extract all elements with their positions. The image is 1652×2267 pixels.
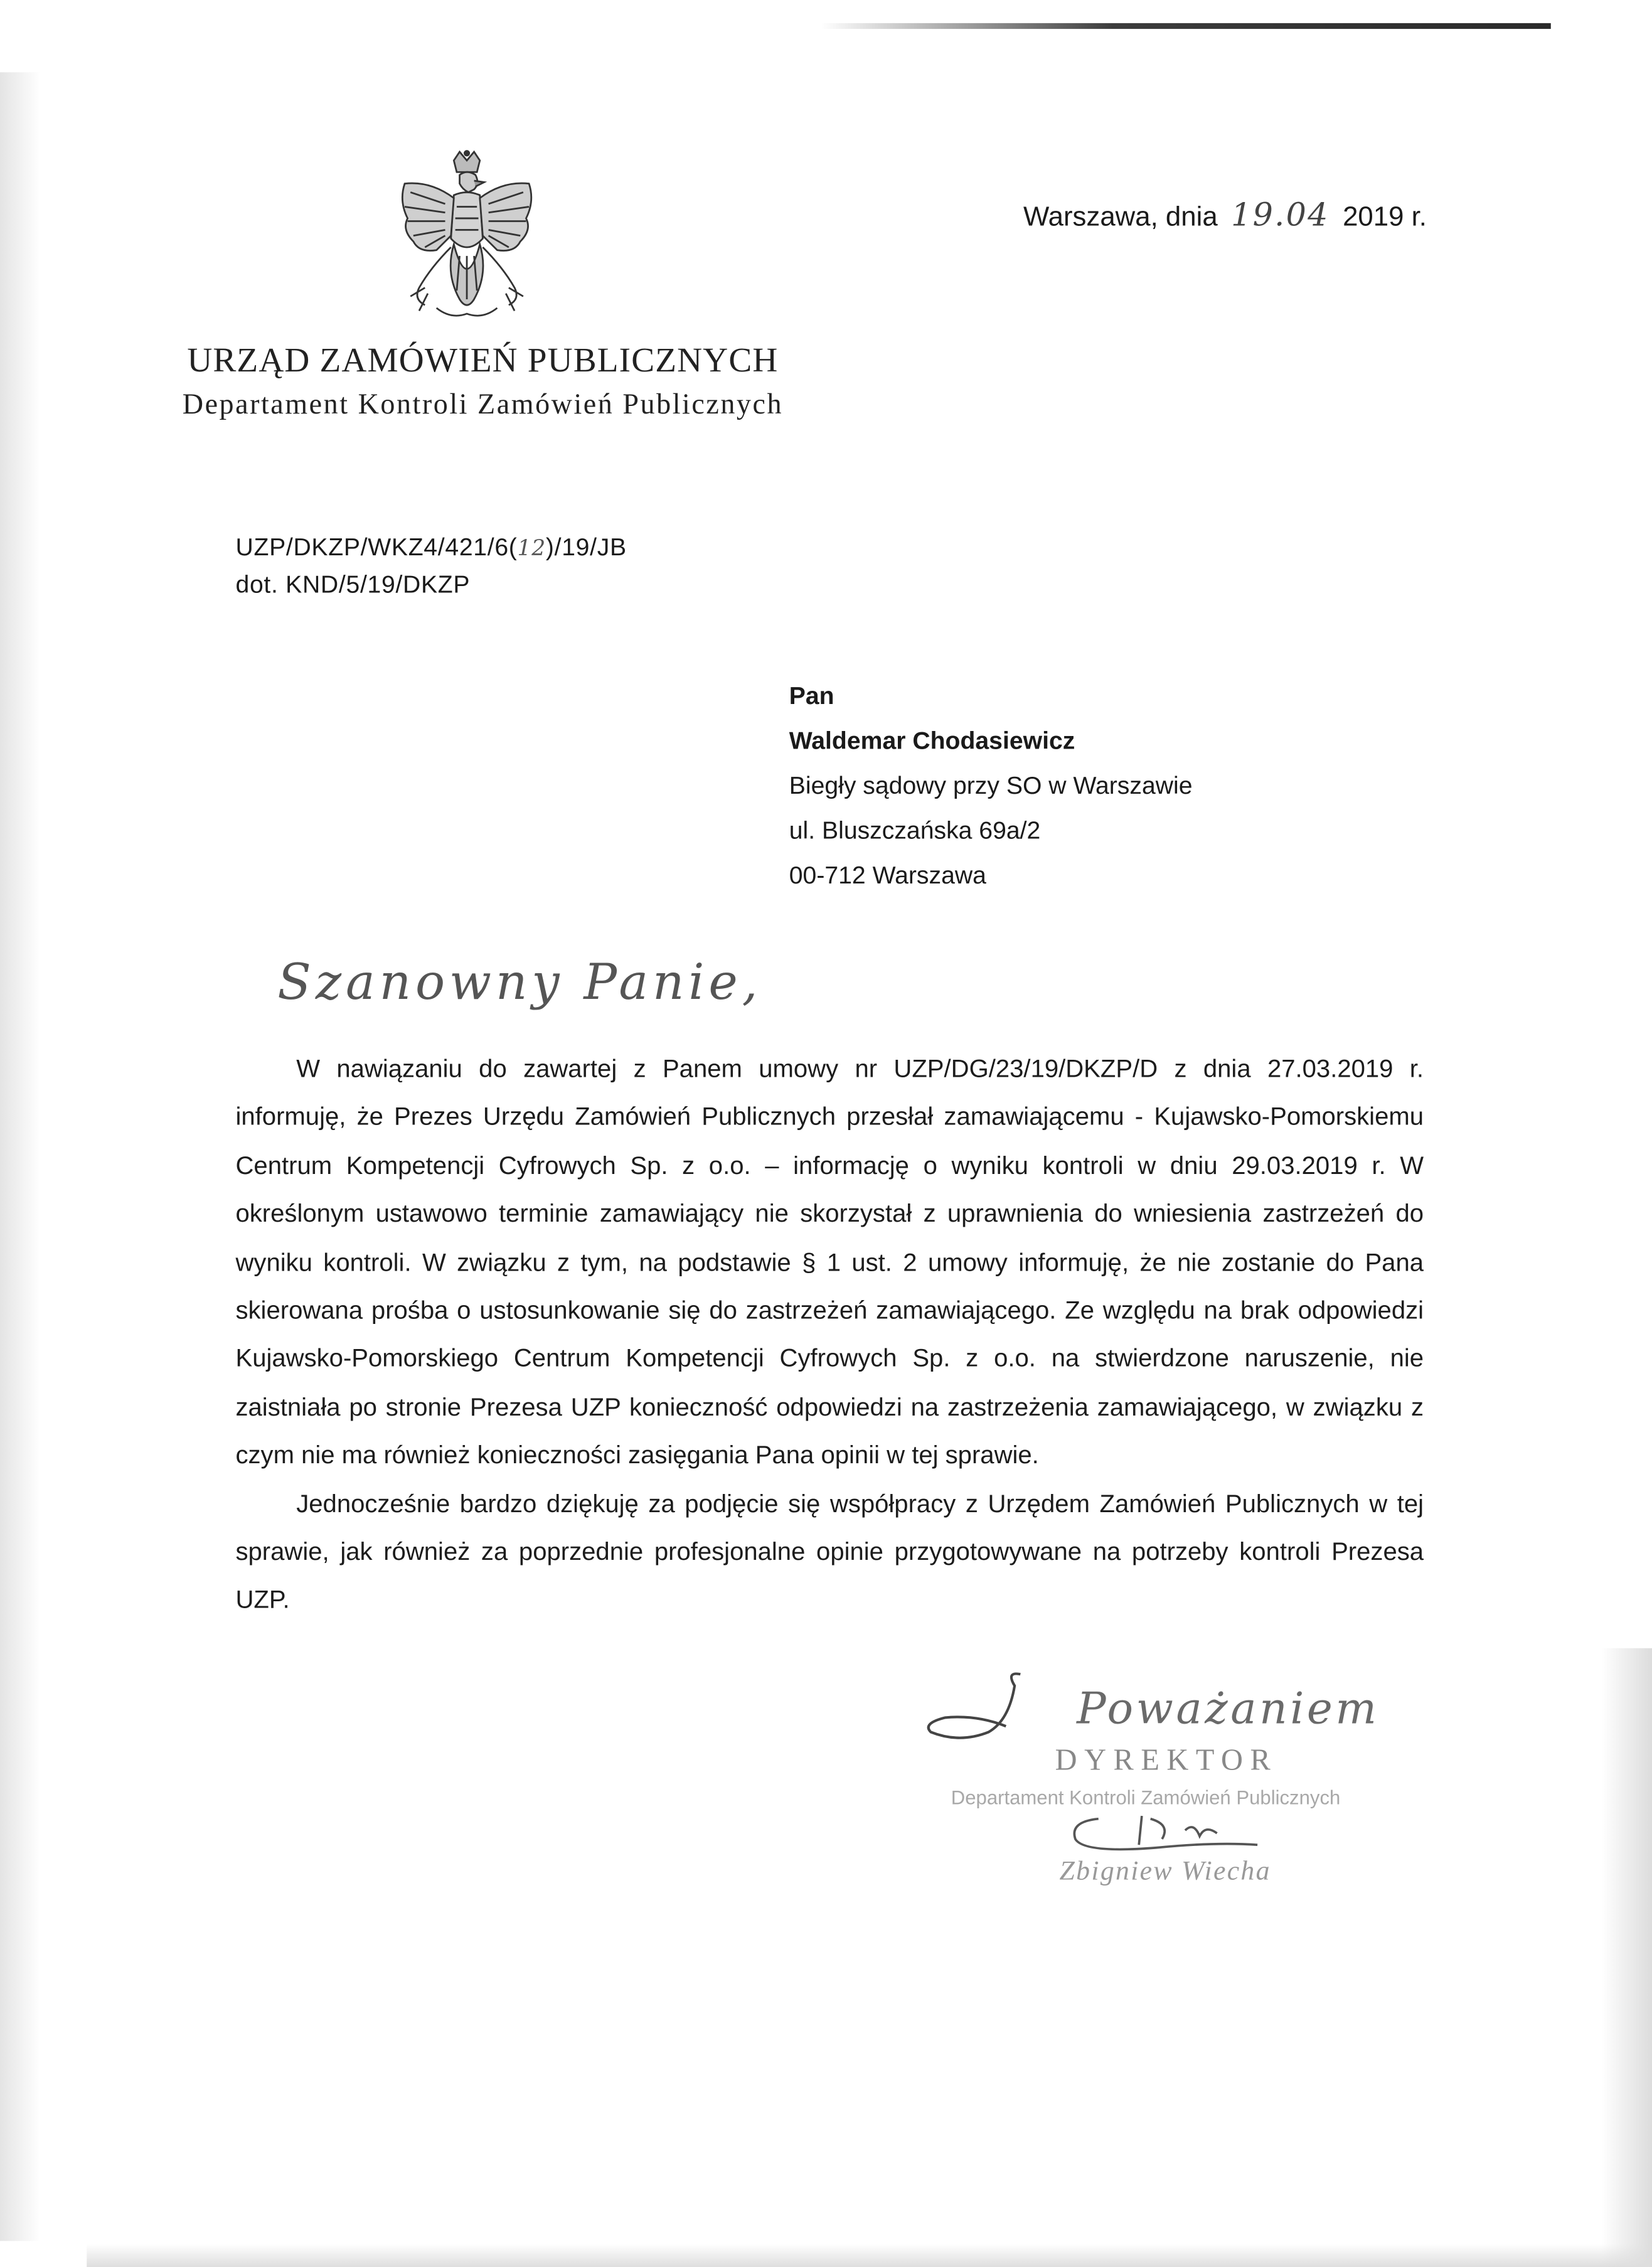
letter-body	[235, 1045, 1424, 1625]
org-department: Departament Kontroli Zamówień Publicznych	[182, 388, 784, 421]
date-suffix: 2019 r.	[1343, 202, 1427, 233]
recipient-salutation: Pan	[789, 682, 834, 710]
signature-suffix: )/19/JB	[545, 533, 627, 562]
recipient-address	[789, 674, 1193, 898]
handwritten-greeting: Szanowny Panie,	[277, 954, 762, 1012]
stamp-name: Zbigniew Wiecha	[1059, 1856, 1271, 1887]
director-signature-icon	[1055, 1810, 1272, 1862]
scan-edge-left	[0, 72, 41, 2241]
scan-edge-bottom	[87, 2244, 1648, 2267]
body-paragraph-1: W nawiązaniu do zawartej z Panem umowy nr UZP/DG/23/19/DKZP/D z dnia 27.03.2019 r. informuję, że Prezes Urzędu Zamówień Publicznych przesłał zamawiającemu - Kujawsko-Pomorskiemu Centrum Kompetencji Cyfrowych Sp. z o.o. – informację o wyniku kontroli w dniu 29.03.2019 r. W określonym ustawowo terminie zamawiający nie skorzystał z uprawnienia do wniesienia zastrzeżeń do wyniku kontroli. W związku z tym, na podstawie § 1 ust. 2 umowy informuję, że nie zostanie do Pana skierowana prośba o ustosunkowanie się do zastrzeżeń zamawiającego. Ze względu na brak odpowiedzi Kujawsko-Pomorskiego Centrum Kompetencji Cyfrowych Sp. z o.o. na stwierdzone naruszenie, nie zaistniała po stronie Prezesa UZP konieczność odpowiedzi na zastrzeżenia zamawiającego, w związku z czym nie ma również konieczności zasięgania Pana opinii w tej sprawie.	[235, 1053, 1424, 1470]
signature-handwritten: 12	[517, 535, 546, 562]
signature-prefix: UZP/DKZP/WKZ4/421/6(	[235, 533, 518, 562]
recipient-city: 00-712 Warszawa	[789, 861, 986, 890]
recipient-street: ul. Bluszczańska 69a/2	[789, 816, 1041, 845]
recipient-name: Waldemar Chodasiewicz	[789, 727, 1075, 755]
recipient-title: Biegły sądowy przy SO w Warszawie	[789, 772, 1193, 800]
org-name: URZĄD ZAMÓWIEŃ PUBLICZNYCH	[187, 343, 779, 381]
date-handwritten: 19.04	[1231, 198, 1330, 235]
stamp-title: DYREKTOR	[1055, 1742, 1278, 1777]
date-prefix: Warszawa, dnia	[1023, 202, 1218, 233]
scan-edge-top	[821, 23, 1550, 29]
regarding-reference: dot. KND/5/19/DKZP	[235, 571, 471, 599]
case-signature	[235, 529, 626, 567]
reference-block	[235, 529, 626, 604]
signature-scribble-icon	[919, 1663, 1049, 1749]
body-paragraph-2: Jednocześnie bardzo dziękuję za podjęcie się współpracy z Urzędem Zamówień Publicznych w tej sprawie, jak również za poprzednie profesjonalne opinie przygotowywane na potrzeby kontroli Prezesa UZP.	[235, 1488, 1424, 1614]
polish-eagle-emblem-icon	[387, 149, 546, 328]
scan-edge-right	[1601, 1648, 1652, 2267]
letterhead	[142, 341, 824, 424]
stamp-department: Departament Kontroli Zamówień Publicznych	[951, 1786, 1341, 1809]
handwritten-regards: Poważaniem	[1077, 1684, 1380, 1736]
letter-date	[1023, 198, 1427, 235]
